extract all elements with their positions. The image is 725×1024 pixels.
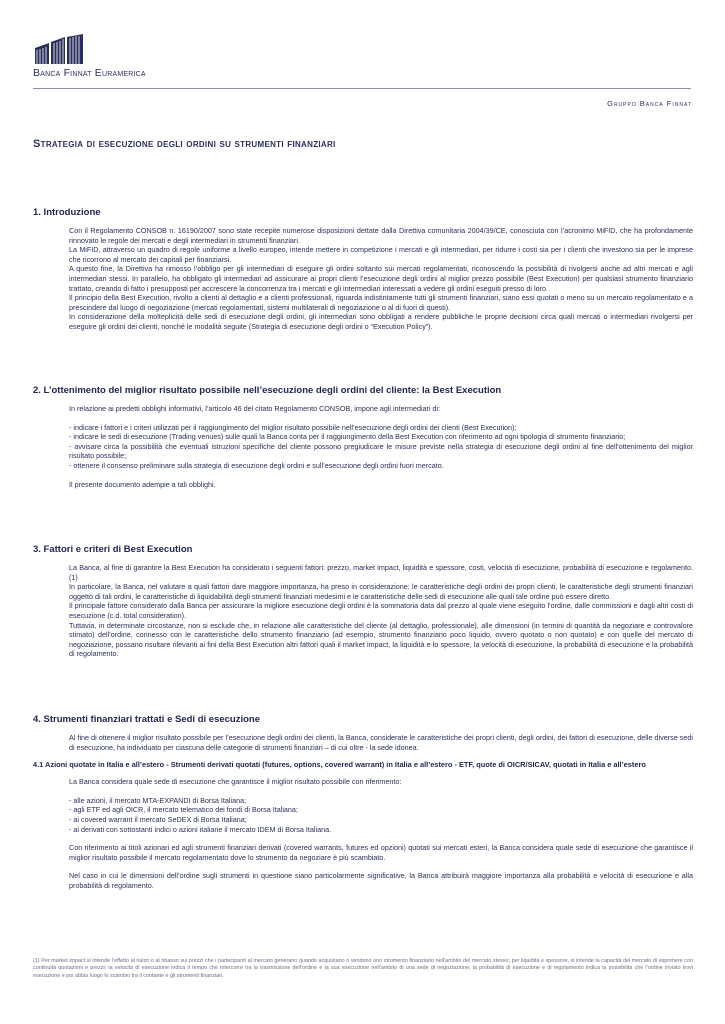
- paragraph: Il presente documento adempie a tali obblighi.: [69, 479, 216, 489]
- header-divider: [33, 88, 691, 89]
- section-title: 2. L’ottenimento del miglior risultato possibile nell’esecuzione degli ordini del cliente: la Best Execution: [33, 385, 502, 396]
- subsection-title: 4.1 Azioni quotate in Italia e all’estero - Strumenti derivati quotati (futures, options, covered warrant) in Italia e all’estero - ETF, quote di OICR/SICAV, quotati in Italia e all’estero: [33, 760, 646, 770]
- paragraph: Il principio della Best Execution, rivolto a clienti al dettaglio e a clienti professionali, riguarda indistintamente tutti gli strumenti finanziari, siano essi quotati o meno su un mercato regolamentato e a prescindere dal luogo di negoziazione (mercati regolamentati, sistemi multilaterali di negoziazione o al di fuori di questi).: [69, 293, 693, 312]
- list-item: - indicare le sedi di esecuzione (Trading venues) sulle quali la Banca conta per il raggiungimento della Best Execution con riferimento ad ogni tipologia di strumento finanziario;: [69, 432, 626, 442]
- section-fattori-criteri: [33, 544, 693, 659]
- paragraph: La MiFID, attraverso un quadro di regole uniforme a livello europeo, intende mettere in competizione i mercati e gli intermediari, per ridurre i costi sia per i clienti che investono sia per le imprese che ricorrono al mercato dei capitali per finanziarsi.: [69, 245, 693, 264]
- paragraph: In particolare, la Banca, nel valutare a quali fattori dare maggiore importanza, ha preso in considerazione: le caratteristiche degli ordini dei propri clienti, le caratteristiche degli strumenti finanziari oggetto di tali ordini, le caratteristiche di liquidabilità degli strumenti finanziari medesimi e le caratteristiche delle sedi di esecuzione alle quali tale ordine può essere diretto.: [69, 582, 693, 601]
- paragraph: Nel caso in cui le dimensioni dell’ordine sugli strumenti in questione siano particolarmente significative, la Banca attribuirà maggiore importanza alla probabilità e velocità di esecuzione e alla probabilità di regolamento.: [69, 871, 693, 890]
- list-item: - alle azioni, il mercato MTA-EXPANDI di Borsa Italiana;: [69, 795, 247, 805]
- paragraph: Al fine di ottenere il miglior risultato possibile per l’esecuzione degli ordini dei clienti, la Banca, considerate le caratteristiche dei propri clienti, degli ordini, dei fattori di esecuzione, delle diverse sedi di esecuzione, ha individuato per ciascuna delle categorie di strumenti finanziari – di cui oltre - la sede idonea.: [69, 733, 693, 752]
- list-item: - avvisare circa la possibilità che eventuali istruzioni specifiche del cliente possono pregiudicare le misure previste nella strategia di esecuzione degli ordini al fine dell’ottenimento del miglior risultato possibile;: [69, 441, 693, 461]
- section-best-execution: [33, 385, 693, 489]
- list-item: - ai covered warrant il mercato SeDEX di Borsa Italiana;: [69, 814, 247, 824]
- section-strumenti-sedi: [33, 714, 693, 891]
- list-item: - agli ETF ed agli OICR, il mercato telematico dei fondi di Borsa Italiana;: [69, 805, 298, 815]
- section-title: 3. Fattori e criteri di Best Execution: [33, 544, 193, 555]
- brand-name: Banca Finnat Euramerica: [33, 67, 146, 79]
- paragraph: In relazione ai predetti obblighi informativi, l’articolo 46 del citato Regolamento CONSOB, impone agli intermediari di:: [69, 404, 441, 413]
- section-title: 1. Introduzione: [33, 207, 101, 218]
- paragraph: La Banca considera quale sede di esecuzione che garantisce il miglior risultato possibile con riferimento:: [69, 777, 402, 787]
- paragraph: Tuttavia, in determinate circostanze, non si esclude che, in relazione alle caratteristiche del cliente (al dettaglio, professionale), alle dimensioni (in termini di quantità da negoziare e controvalore stimato) dell’ordine, connesso con le caratteristiche dello strumento finanziario (ad esempio, strumento finanziario poco liquido, ovvero quotato o non quotato) e con quelle del mercato di negoziazione, possano risultare rilevanti ai fini della Best Execution altri fattori quali il market impact, la liquidità e lo spessore, la velocità di esecuzione, la probabilità di esecuzione e la probabilità di regolamento.: [69, 620, 693, 659]
- list-item: - ottenere il consenso preliminare sulla strategia di esecuzione degli ordini e sull’esecuzione degli ordini fuori mercato.: [69, 460, 444, 470]
- paragraph: Con il Regolamento CONSOB n. 16190/2007 sono state recepite numerose disposizioni dettate dalla Direttiva comunitaria 2004/39/CE, conosciuta con l’acronimo MiFID, che ha profondamente rinnovato le regole dei mercati e degli intermediari in strumenti finanziari.: [69, 226, 693, 245]
- section-title: 4. Strumenti finanziari trattati e Sedi di esecuzione: [33, 714, 260, 725]
- paragraph: Con riferimento ai titoli azionari ed agli strumenti finanziari derivati (covered warrants, futures ed opzioni) quotati sui mercati esteri, la Banca considera quale sede di esecuzione che garantisce il miglior risultato possibile il mercato regolamentato dove lo strumento da negoziare è più scambiato.: [69, 843, 693, 862]
- brand-logo: [33, 34, 193, 79]
- building-logo-icon: [33, 34, 85, 66]
- paragraph: A questo fine, la Direttiva ha rimosso l’obbligo per gli intermediari di eseguire gli ordini soltanto sui mercati regolamentati, riconoscendo la possibilità di rivolgersi anche ad altri mercati e agli intermediari stessi. In parallelo, ha obbligato gli intermediari ad assicurare ai propri clienti l’esecuzione degli ordini al miglior prezzo possibile (Best Execution) per qualsiasi strumento finanziario trattato, creando di fatto i presupposti per accrescere la concorrenza tra i mercati e gli intermediari interessati a vedere gli ordini eseguiti presso di loro.: [69, 264, 693, 293]
- footnote: (1) Per market impact si intende l’effetto al rialzo o al ribasso sui prezzi che i partecipanti al mercato generano quando acquistano o vendono uno strumento finanziario nell’ambito del mercato stesso; per liquidità e spessore, si intende la capacità del mercato di esprimere con continuità quotazioni e prezzi; la velocità di esecuzione indica il tempo che intercorre tra la trasmissione dell’ordine e la sua esecuzione nell’ambito di una sede di negoziazione; la probabilità di esecuzione e di regolamento indica la possibilità che l’ordine inviato trovi esecuzione e poi abbia luogo lo scambio tra il contante e gli strumenti finanziari.: [33, 958, 693, 979]
- paragraph: La Banca, al fine di garantire la Best Execution ha considerato i seguenti fattori: prezzo, market impact, liquidità e spessore, costi, velocità di esecuzione, probabilità di esecuzione e regolamento.(1): [69, 563, 693, 582]
- document-title: Strategia di esecuzione degli ordini su strumenti finanziari: [33, 138, 336, 150]
- group-name: Gruppo Banca Finnat: [607, 99, 692, 108]
- paragraph: Il principale fattore considerato dalla Banca per assicurare la migliore esecuzione degli ordini è la sommatoria data dal prezzo al quale viene eseguito l’ordine, dalle commissioni e dagli altri costi di esecuzione (c.d. total consideration).: [69, 601, 693, 620]
- list-item: - indicare i fattori e i criteri utilizzati per il raggiungimento del miglior risultato possibile nell’esecuzione degli ordini dei clienti (Best Execution);: [69, 422, 517, 432]
- list-item: - ai derivati con sottostanti indici o azioni italiane il mercato IDEM di Borsa Italiana.: [69, 824, 332, 834]
- section-introduzione: [33, 207, 693, 332]
- paragraph: In considerazione della molteplicità delle sedi di esecuzione degli ordini, gli intermediari sono obbligati a rendere pubbliche le proprie decisioni circa quali mercati o intermediari rivolgersi per eseguire gli ordini dei clienti, nonché le modalità seguite (Strategia di esecuzione degli ordini o “Execution Policy”).: [69, 312, 693, 331]
